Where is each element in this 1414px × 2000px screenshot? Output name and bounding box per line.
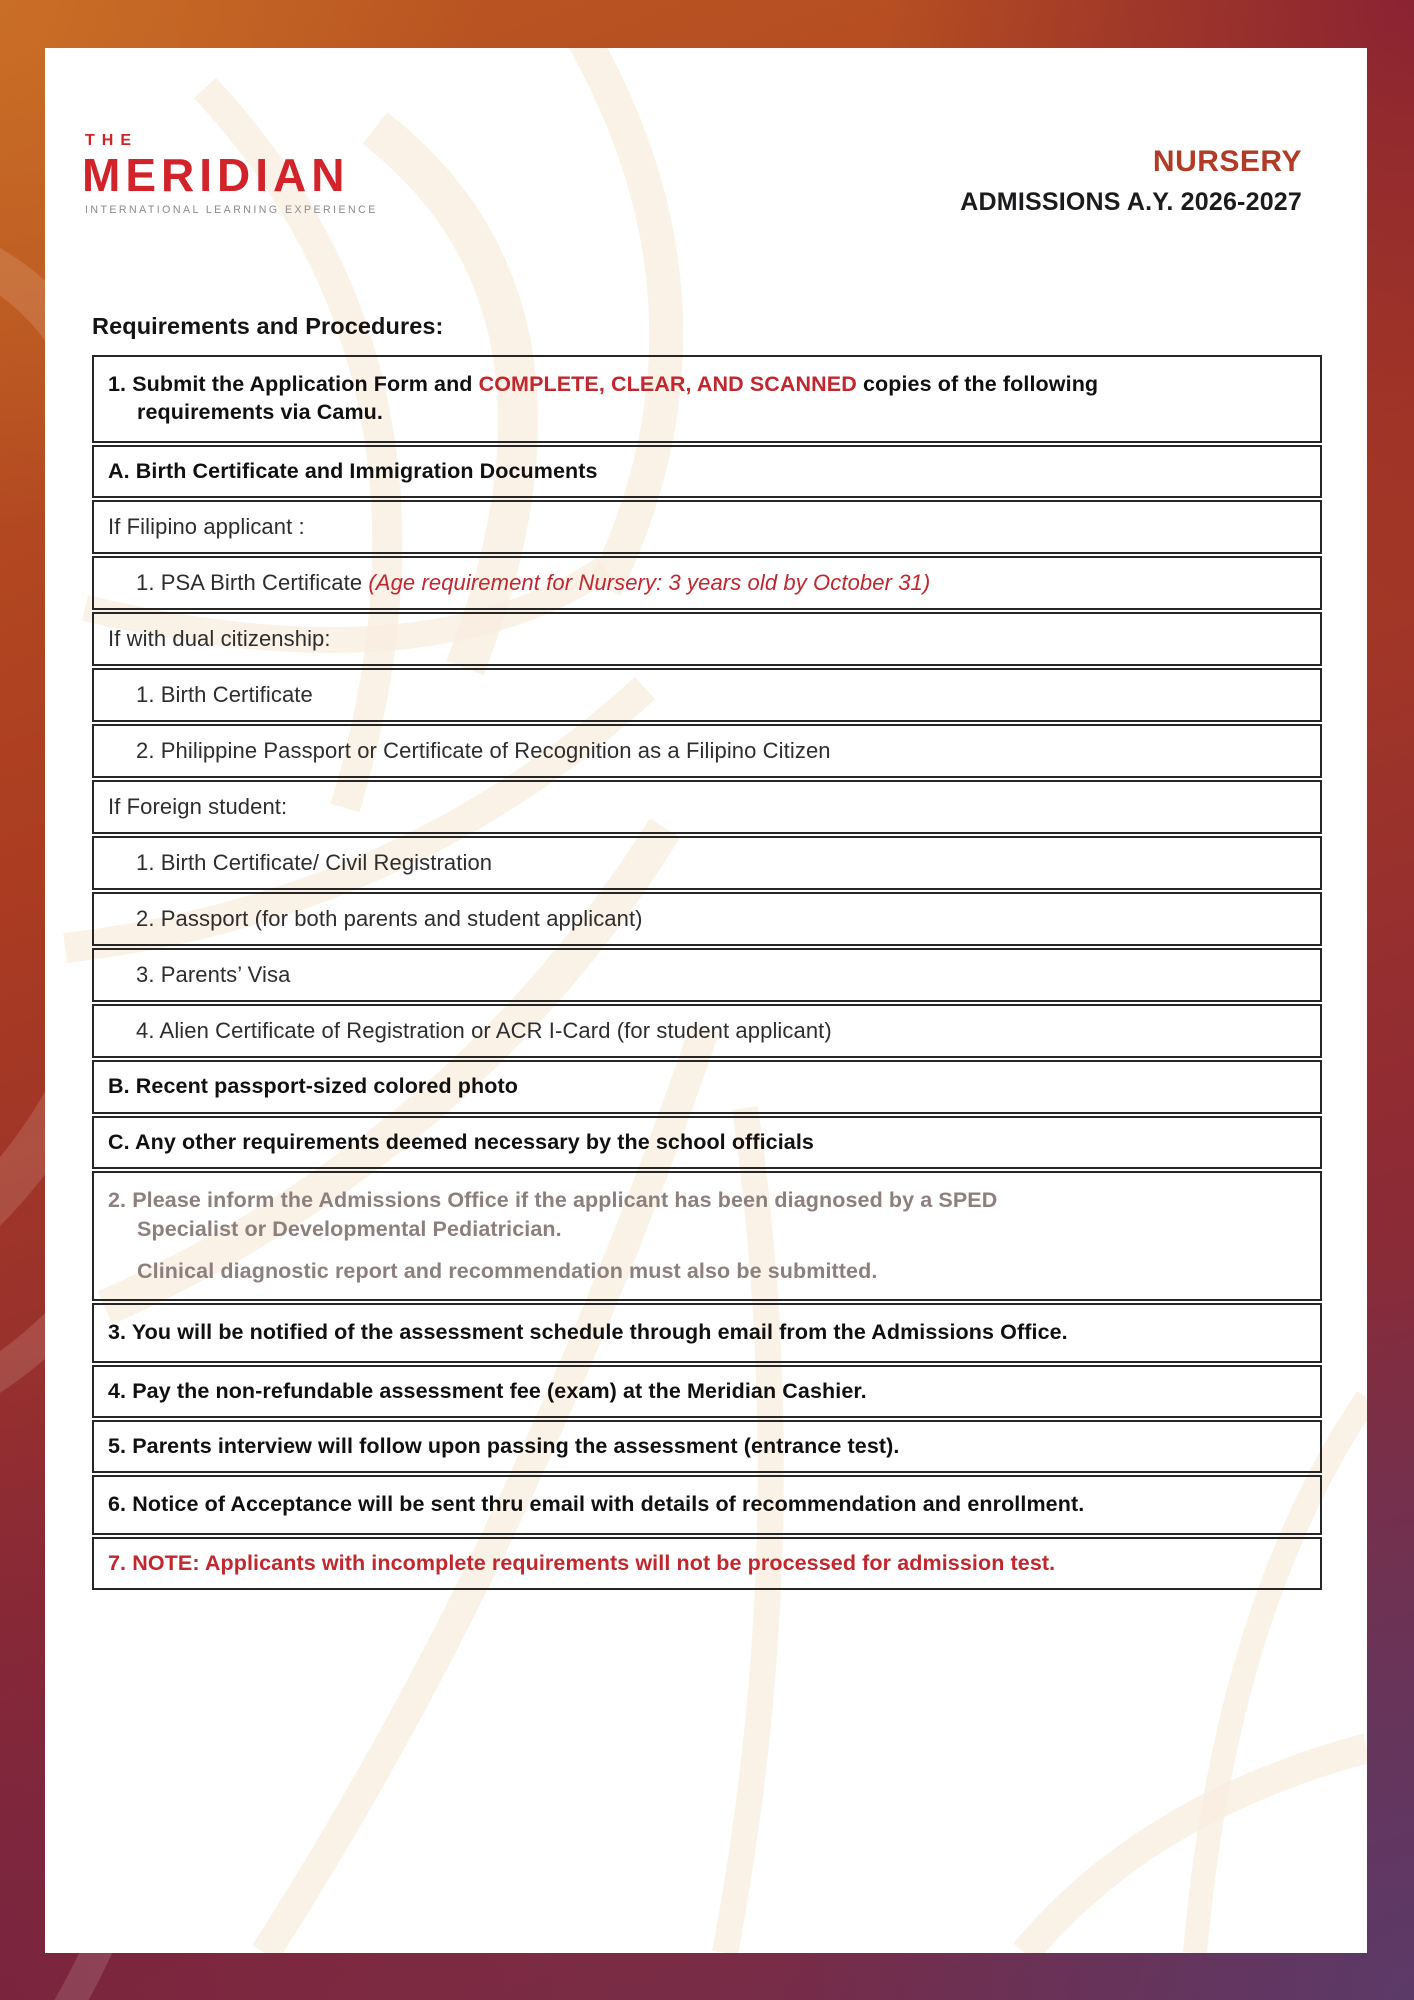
table-row-foreign-passport <box>92 892 1322 946</box>
row-text: 1. Birth Certificate <box>136 682 313 708</box>
row-text: 4. Pay the non-refundable assessment fee (exam) at the Meridian Cashier. <box>108 1378 867 1403</box>
highlight-complete-clear-scanned: COMPLETE, CLEAR, AND SCANNED <box>478 372 857 396</box>
table-row-passport-photo <box>92 1060 1322 1113</box>
row-text: 7. NOTE: Applicants with incomplete requirements will not be processed for admission test. <box>108 1550 1056 1575</box>
row-text: A. Birth Certificate and Immigration Documents <box>108 458 598 483</box>
table-row-dual-passport <box>92 724 1322 778</box>
row-text: 3. Parents’ Visa <box>136 962 291 988</box>
age-requirement-note: (Age requirement for Nursery: 3 years old by October 31) <box>368 570 931 596</box>
table-row-assessment-fee <box>92 1365 1322 1418</box>
logo-tagline: INTERNATIONAL LEARNING EXPERIENCE <box>85 204 378 216</box>
program-title: NURSERY <box>1152 145 1302 178</box>
meridian-logo <box>82 133 378 216</box>
row-text: 6. Notice of Acceptance will be sent thru email with details of recommendation and enrollment. <box>108 1492 1085 1517</box>
table-row-acr-icard <box>92 1004 1322 1058</box>
table-row-other-requirements <box>92 1116 1322 1169</box>
row-text: If Foreign student: <box>108 794 288 820</box>
table-row-if-filipino <box>92 500 1322 554</box>
table-row-if-dual-citizenship <box>92 612 1322 666</box>
row-text: 1. Birth Certificate/ Civil Registration <box>136 850 493 876</box>
table-row-notice-of-acceptance <box>92 1475 1322 1534</box>
row-text: 2. Passport (for both parents and student applicant) <box>136 906 643 932</box>
row-text-clinical: Clinical diagnostic report and recommendation must also be submitted. <box>137 1258 878 1283</box>
row-text: If with dual citizenship: <box>108 626 331 652</box>
table-row-assessment-schedule <box>92 1303 1322 1362</box>
row-text: 3. You will be notified of the assessment schedule through email from the Admissions Office. <box>108 1320 1068 1345</box>
table-row-if-foreign-student <box>92 780 1322 834</box>
table-row-parents-interview <box>92 1420 1322 1473</box>
page-header <box>82 132 1322 217</box>
row-text: 1. Submit the Application Form and COMPLETE, CLEAR, AND SCANNED copies of the following requirements via Camu. <box>108 372 1099 425</box>
table-row-birth-cert-heading <box>92 445 1322 498</box>
table-row-sped-notice <box>92 1171 1322 1301</box>
table-row-dual-birth-certificate <box>92 668 1322 722</box>
row-text: 4. Alien Certificate of Registration or ACR I-Card (for student applicant) <box>136 1018 832 1044</box>
requirements-table <box>92 355 1322 1590</box>
admissions-year: ADMISSIONS A.Y. 2026-2027 <box>960 188 1302 216</box>
row-text: If Filipino applicant : <box>108 514 305 540</box>
row-text: 2. Please inform the Admissions Office if the applicant has been diagnosed by a SPED Specialist or Developmental Pediatrician. <box>108 1188 998 1241</box>
page-card <box>45 48 1367 1953</box>
table-row-submit-application <box>92 355 1322 443</box>
table-row-psa-birth-certificate <box>92 556 1322 610</box>
row-text: 1. PSA Birth Certificate (Age requirement for Nursery: 3 years old by October 31) <box>136 570 931 596</box>
row-text: 2. Philippine Passport or Certificate of Recognition as a Filipino Citizen <box>136 738 831 764</box>
row-text: B. Recent passport-sized colored photo <box>108 1074 518 1099</box>
admissions-header <box>960 145 1302 217</box>
table-row-parents-visa <box>92 948 1322 1002</box>
table-row-incomplete-note <box>92 1537 1322 1590</box>
logo-wordmark: MERIDIAN <box>82 149 350 201</box>
row-text: C. Any other requirements deemed necessary by the school officials <box>108 1129 814 1154</box>
logo-the: THE <box>85 132 138 149</box>
row-text: 5. Parents interview will follow upon passing the assessment (entrance test). <box>108 1434 900 1459</box>
section-title: Requirements and Procedures: <box>92 313 444 339</box>
table-row-foreign-birth-certificate <box>92 836 1322 890</box>
